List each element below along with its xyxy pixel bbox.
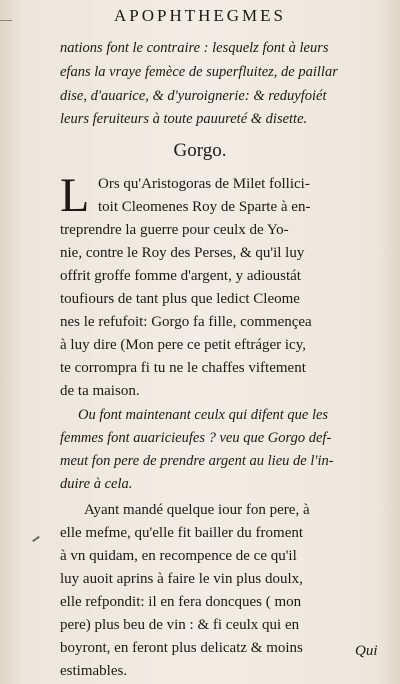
text-line: te corrompra fi tu ne le chaffes viftement bbox=[60, 360, 306, 376]
text-line: toufiours de tant plus que ledict Cleome bbox=[60, 291, 300, 307]
margin-tick-mark bbox=[32, 536, 40, 542]
text-line: pere) plus beu de vin : & fi ceulx qui en bbox=[60, 617, 300, 633]
top-paragraph-line: dise, d'auarice, & d'yuroignerie: & reduyfoiét bbox=[60, 88, 327, 104]
text-line: treprendre la guerre pour ceulx de Yo- bbox=[60, 222, 289, 238]
text-line: à vn quidam, en recompence de ce qu'il bbox=[60, 548, 297, 564]
text-line: luy auoit aprins à faire le vin plus doulx, bbox=[60, 571, 303, 587]
text-line: de ta maison. bbox=[60, 383, 140, 399]
text-line: Ayant mandé quelque iour fon pere, à bbox=[84, 502, 310, 518]
text-line: à luy dire (Mon pere ce petit eftráger icy, bbox=[60, 337, 306, 353]
top-paragraph-line: efans la vraye femèce de superfluitez, de paillar bbox=[60, 64, 338, 80]
top-paragraph-line: leurs feruiteurs à toute pauureté & disette. bbox=[60, 111, 308, 127]
text-line: elle mefme, qu'elle fit bailler du froment bbox=[60, 525, 304, 541]
text-line: offrit groffe fomme d'argent, y adioustát bbox=[60, 268, 301, 284]
italic-line: meut fon pere de prendre argent au lieu de l'in- bbox=[60, 453, 334, 469]
italic-line: duire à cela. bbox=[60, 476, 133, 492]
text-line: elle refpondit: il en fera doncques ( mon bbox=[60, 594, 302, 610]
running-head: APOPHTHEGMES bbox=[113, 6, 287, 25]
text-line: nie, contre le Roy des Perses, & qu'il luy bbox=[60, 245, 305, 261]
catchword: Qui bbox=[355, 643, 378, 659]
drop-cap: L bbox=[60, 169, 90, 222]
top-paragraph-line: nations font le contraire : lesquelz font à leurs bbox=[60, 40, 329, 56]
text-line: toit Cleomenes Roy de Sparte à en- bbox=[98, 199, 311, 215]
text-line: estimables. bbox=[60, 663, 128, 679]
italic-line: femmes font auaricieufes ? veu que Gorgo def- bbox=[60, 430, 332, 446]
text-line: boyront, en feront plus delicatz & moins bbox=[60, 640, 303, 656]
text-line: nes le refufoit: Gorgo fa fille, commençea bbox=[60, 314, 312, 330]
italic-line: Ou font maintenant ceulx qui difent que les bbox=[78, 407, 329, 423]
section-title: Gorgo. bbox=[173, 140, 227, 161]
text-line: Ors qu'Aristogoras de Milet follici- bbox=[98, 176, 310, 192]
